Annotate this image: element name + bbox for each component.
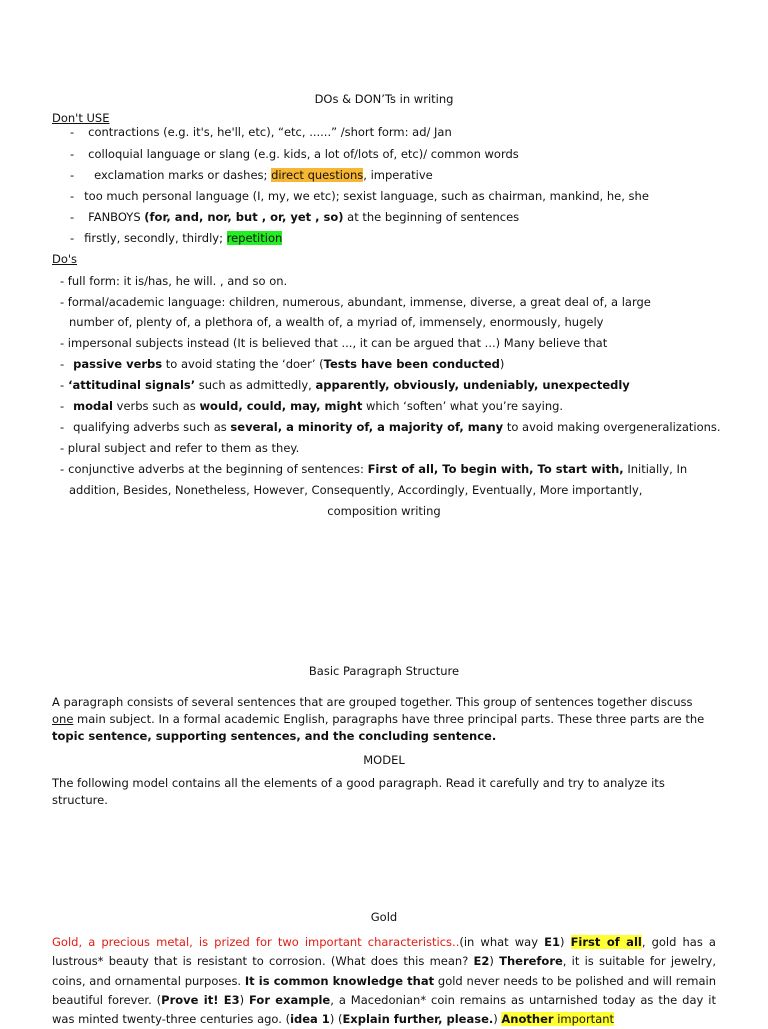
model-title: MODEL	[363, 753, 405, 767]
highlight-direct-questions: direct questions	[271, 168, 364, 182]
dos-heading: Do's	[52, 252, 78, 266]
paragraph-intro: A paragraph consists of several sentences that are grouped together. This group of sentences together discuss one main subject. In a formal academic English, paragraphs have three principal parts. These three parts are the topic sentence, supporting sentences, and the concluding sentence.	[52, 695, 705, 743]
donts-item: - too much personal language (I, my, we etc); sexist language, such as chairman, mankind, he, she	[70, 189, 649, 203]
dos-item: - ‘attitudinal signals’ such as admittedly, apparently, obviously, undeniably, unexpectedly	[60, 378, 630, 392]
dos-item: - formal/academic language: children, numerous, abundant, immense, diverse, a great deal of, a large	[60, 295, 651, 309]
topic-sentence: Gold, a precious metal, is prized for two important characteristics.	[52, 935, 456, 949]
paragraph-model: The following model contains all the elements of a good paragraph. Read it carefully and try to analyze its structure.	[52, 776, 665, 807]
dos-item: - passive verbs to avoid stating the ‘doer’ (Tests have been conducted)	[60, 357, 505, 371]
dos-item: addition, Besides, Nonetheless, However, Consequently, Accordingly, Eventually, More importantly,	[69, 483, 643, 497]
dos-item: - plural subject and refer to them as they.	[60, 441, 300, 455]
gold-paragraph: Gold, a precious metal, is prized for two important characteristics..(in what way E1) First of all, gold has a lustrous* beauty that is resistant to corrosion. (What does this mean? E2) Therefore, it is suitable for jewelry, coins, and ornamental purposes. It is common knowledge that gold never needs to be polished and will remain beautiful forever. (Prove it! E3) For example, a Macedonian* coin remains as untarnished today as the day it was minted twenty-three centuries ago. (idea 1) (Explain further, please.) Another important	[52, 935, 717, 1027]
donts-item: - contractions (e.g. it's, he'll, etc), “etc, ......” /short form: ad/ Jan	[70, 125, 452, 139]
dos-item: - modal verbs such as would, could, may, might which ‘soften’ what you’re saying.	[60, 399, 564, 413]
dos-item: - conjunctive adverbs at the beginning of sentences: First of all, To begin with, To start with, Initially, In	[60, 462, 688, 476]
donts-item: - colloquial language or slang (e.g. kids, a lot of/lots of, etc)/ common words	[70, 147, 519, 161]
dos-item: - impersonal subjects instead (It is believed that ..., it can be argued that ...) Many believe that	[60, 336, 608, 350]
donts-item: - firstly, secondly, thirdly; repetition	[70, 231, 283, 245]
section-title-basic: Basic Paragraph Structure	[308, 664, 460, 678]
dos-item: - qualifying adverbs such as several, a minority of, a majority of, many to avoid making overgeneralizations.	[60, 420, 721, 434]
highlight-another: Another	[501, 1012, 554, 1027]
dos-item: composition writing	[327, 504, 441, 518]
donts-item: - FANBOYS (for, and, nor, but , or, yet , so) at the beginning of sentences	[70, 210, 520, 224]
page-title: DOs & DON’Ts in writing	[314, 92, 454, 106]
gold-title: Gold	[370, 910, 398, 924]
donts-item: - exclamation marks or dashes; direct questions, imperative	[70, 168, 433, 182]
dos-item: number of, plenty of, a plethora of, a wealth of, a myriad of, immensely, enormously, hugely	[69, 315, 604, 329]
highlight-repetition: repetition	[226, 231, 283, 245]
dos-item: - full form: it is/has, he will. , and so on.	[60, 274, 288, 288]
donts-heading: Don't USE	[52, 111, 110, 125]
highlight-first-of-all: First of all	[570, 935, 642, 949]
